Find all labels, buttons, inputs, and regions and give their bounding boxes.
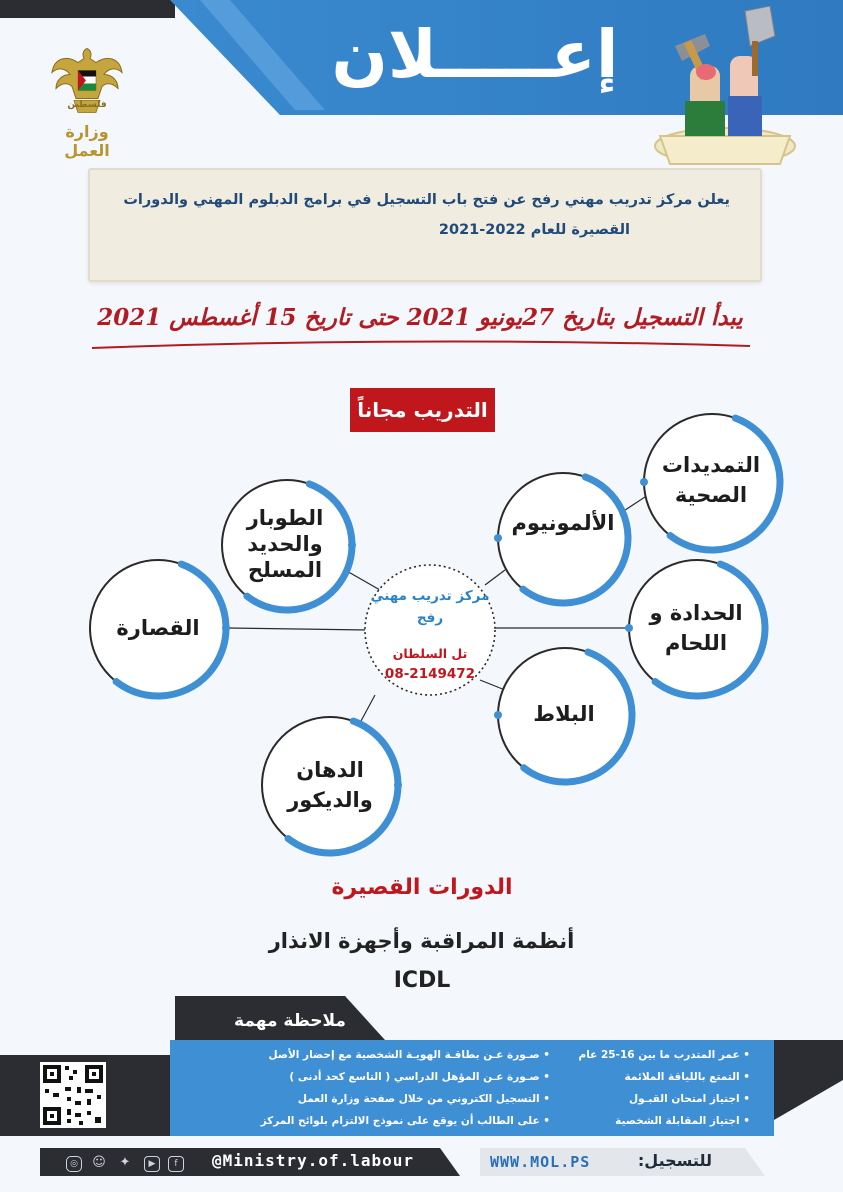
qr-code[interactable] [40, 1062, 106, 1128]
dates-underline [92, 338, 750, 352]
instagram-icon[interactable]: ◎ [66, 1156, 82, 1172]
notes-title: ملاحظة مهمة [234, 1011, 346, 1031]
free-training-badge: التدريب مجاناً [350, 388, 495, 432]
ministry-caption: وزارة العمل [64, 122, 110, 160]
note-right-item: • التمتع باللياقة الملائمة [570, 1068, 750, 1086]
program-label-formwork: الطوبار والحديد المسلح [246, 506, 324, 582]
short-course-item: ICDL [393, 968, 451, 993]
note-left-item: • على الطالب أن يوقع على نموذج الالتزام بلوائح المركز [255, 1112, 550, 1130]
note-left-item: • صـورة عـن بطاقـة الهويـة الشخصية مع إحضار الأصل [255, 1046, 550, 1064]
notes-banner [0, 993, 843, 1045]
intro-line-1: يعلن مركز تدريب مهني رفح عن فتح باب التسجيل في برامج الدبلوم المهني والدورات [123, 192, 730, 208]
facebook-icon[interactable]: f [168, 1156, 184, 1172]
short-course-item: أنظمة المراقبة وأجهزة الانذار [268, 929, 575, 953]
program-label-welding: الحدادة و اللحام [649, 601, 743, 655]
intro-text [100, 185, 730, 255]
note-left-item: • صـورة عـن المؤهل الدراسي ( التاسع كحد أدنى ) [255, 1068, 550, 1086]
header-dark-strip [0, 0, 175, 18]
register-url-link[interactable]: WWW.MOL.PS [490, 1153, 591, 1171]
workers-tools-illustration [630, 6, 800, 176]
center-area: تل السلطان [392, 646, 468, 661]
registration-dates: يبدأ التسجيل بتاريخ 27يونيو 2021 حتى تاريخ 15 أغسطس 2021 [97, 304, 743, 331]
qr-code-icon [40, 1062, 106, 1128]
register-label: للتسجيل: [637, 1151, 712, 1170]
program-label-aluminium: الألمونيوم [511, 511, 615, 535]
center-name: مركز تدريب مهني رفح [370, 588, 490, 626]
program-label-tiling: البلاط [533, 702, 595, 726]
page-title: إعـــــلان [331, 16, 619, 93]
program-label-painting: الدهان والديكور [287, 758, 373, 812]
short-courses-title: الدورات القصيرة [331, 875, 513, 900]
emblem-text: فلسطين [67, 100, 107, 110]
snapchat-icon[interactable]: ☺ [92, 1155, 106, 1170]
program-label-plumbing: التمديدات الصحية [661, 453, 761, 507]
twitter-icon[interactable]: ✦ [119, 1155, 131, 1170]
note-right-item: • اجتياز امتحان القبـول [570, 1090, 750, 1108]
social-handle-link[interactable]: @Ministry.of.labour [212, 1151, 415, 1170]
center-phone: 08-2149472 [384, 666, 476, 682]
note-left-item: • التسجيل الكتروني من خلال صفحة وزارة العمل [255, 1090, 550, 1108]
intro-line-2: القصيرة للعام 2022-2021 [438, 222, 630, 238]
note-right-item: • عمر المتدرب ما بين 16-25 عام [570, 1046, 750, 1064]
note-right-item: • اجتياز المقابلة الشخصية [570, 1112, 750, 1130]
youtube-icon[interactable]: ▶ [144, 1156, 160, 1172]
program-label-plastering: القصارة [116, 616, 200, 640]
